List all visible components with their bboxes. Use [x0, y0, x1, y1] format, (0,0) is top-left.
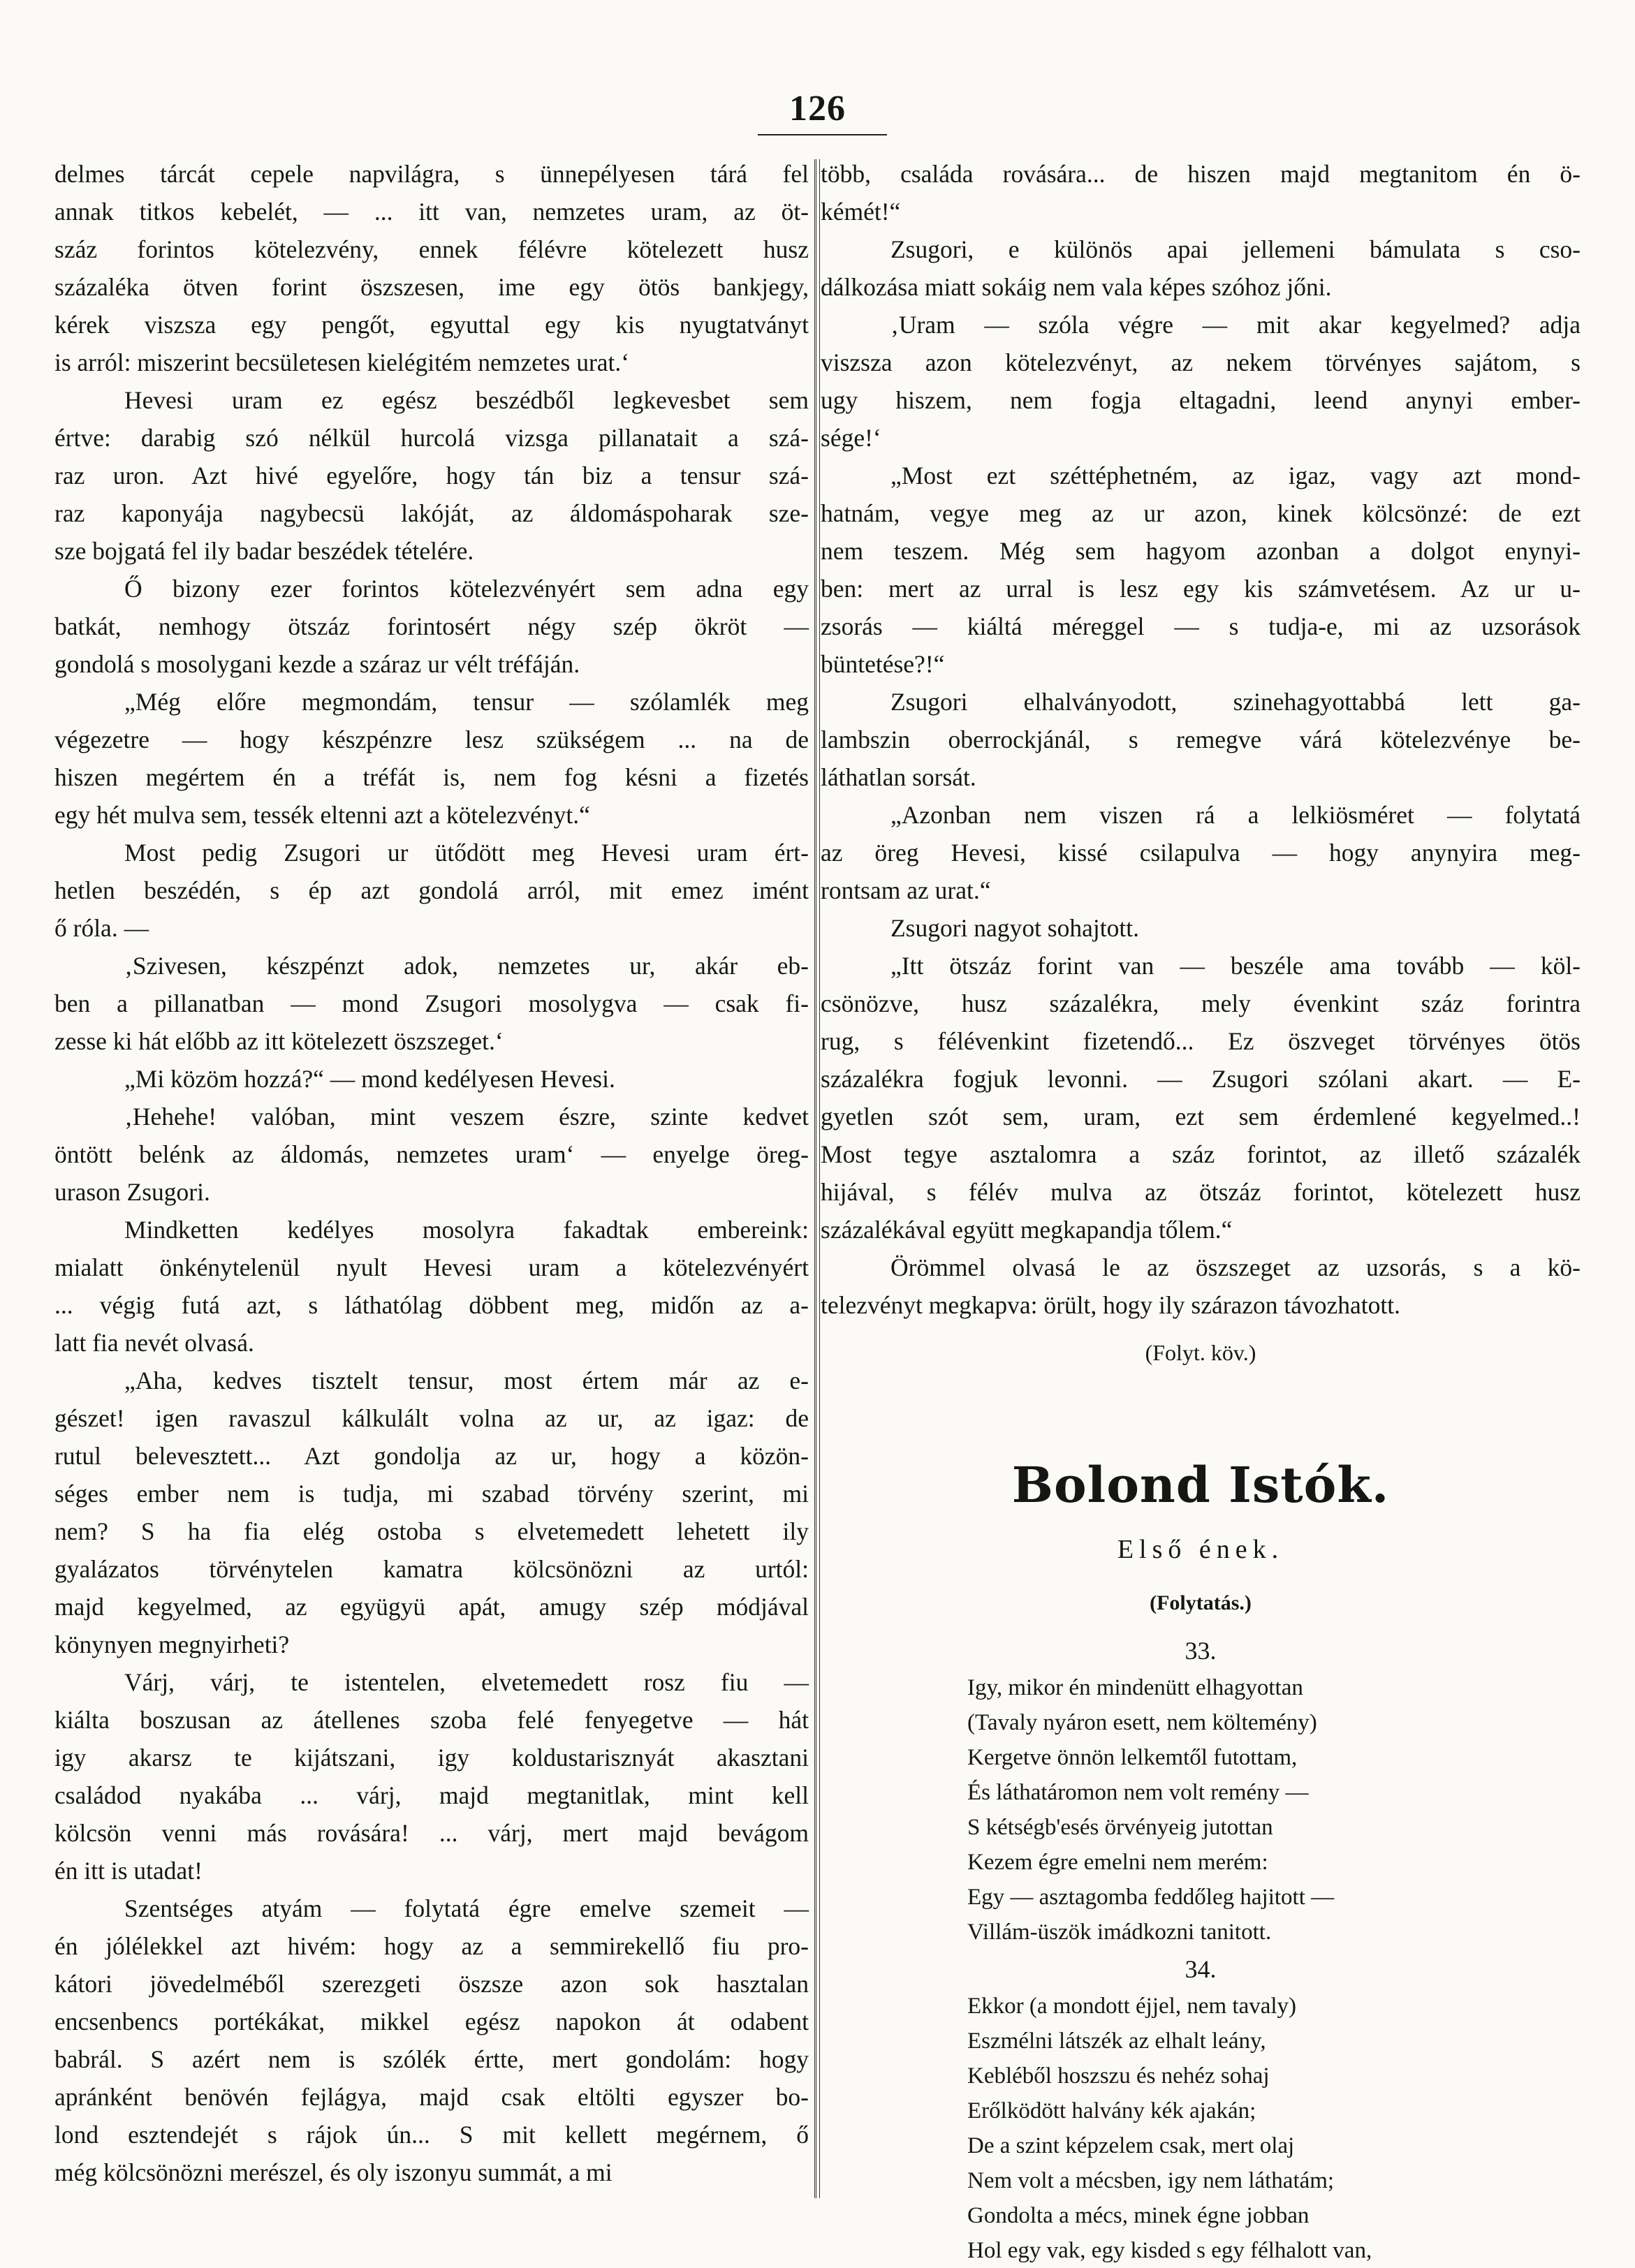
text-line: gondolá s mosolygani kezde a száraz ur vélt tréfáján. [54, 650, 580, 678]
text-line: értve: darabig szó nélkül hurcolá vizsga pillanatait a szá- [54, 424, 809, 452]
text-line: hiszen megértem én a tréfát is, nem fog késni a fizetés [54, 763, 809, 791]
text-line: delmes tárcát cepele napvilágra, s ünnepélyesen tárá fel [54, 160, 809, 188]
text-line: ‚Hehehe! valóban, mint veszem észre, szinte kedvet [124, 1103, 809, 1131]
text-line: babrál. S azért nem is szólék értte, mert gondolám: hogy [54, 2045, 809, 2073]
text-line: Most pedig Zsugori ur ütődött meg Hevesi uram ért- [124, 839, 809, 867]
stanza-number: 34. [1185, 1955, 1217, 1983]
text-line: még kölcsönözni merészel, és oly iszonyu summát, a mi [54, 2158, 613, 2186]
text-line: kátori jövedelméből szerezgeti öszsze azon sok hasztalan [54, 1970, 809, 1998]
text-line: viszsza azon kötelezvényt, az nekem törvényes sajátom, s [821, 348, 1581, 376]
verse-line: Kezem égre emelni nem merém: [967, 1850, 1268, 1875]
text-line: ő róla. — [54, 914, 149, 942]
paragraph [54, 1211, 809, 1362]
paragraph [54, 834, 809, 947]
paragraph [821, 230, 1581, 306]
verse-line: Villám-üszök imádkozni tanitott. [967, 1920, 1272, 1945]
verse-line: Igy, mikor én mindenütt elhagyottan [967, 1675, 1303, 1700]
text-line: nem teszem. Még sem hagyom azonban a dolgot enynyi- [821, 537, 1581, 565]
continued-note: (Folyt. köv.) [1145, 1340, 1256, 1365]
verse-line: Gondolta a mécs, minek égne jobban [967, 2203, 1310, 2228]
text-line: csönözve, husz százalékra, mely évenkint száz forintra [821, 989, 1581, 1017]
text-line: ben a pillanatban — mond Zsugori mosolygva — csak fi- [54, 989, 809, 1017]
left-column [54, 155, 809, 2191]
verse-line: S kétségb'esés örvényeig jutottan [967, 1815, 1273, 1840]
text-line: lond esztendejét s rájok ún... S mit kellett megérnem, ő [54, 2121, 809, 2149]
text-line: rutul belevesztett... Azt gondolja az ur, hogy a közön- [54, 1442, 809, 1470]
text-line: „Most ezt széttéphetném, az igaz, vagy azt mond- [890, 462, 1581, 489]
text-line: Ő bizony ezer forintos kötelezvényért sem adna egy [124, 575, 809, 603]
text-line: ‚Uram — szóla végre — mit akar kegyelmed? adja [890, 311, 1581, 339]
text-line: „Még előre megmondám, tensur — szólamlék meg [124, 688, 809, 716]
text-line: zesse ki hát előbb az itt kötelezett öszszeget.‘ [54, 1027, 504, 1055]
text-line: „Mi közöm hozzá?“ — mond kedélyesen Hevesi. [124, 1065, 615, 1093]
text-line: hetlen beszédén, s ép azt gondolá arról, mit emez imént [54, 876, 809, 904]
verse-line: Ekkor (a mondott éjjel, nem tavaly) [967, 1994, 1297, 2019]
paragraph [821, 909, 1581, 947]
verse-line: Erőlködött halvány kék ajakán; [967, 2098, 1256, 2123]
text-line: gyalázatos törvénytelen kamatra kölcsönözni az urtól: [54, 1555, 809, 1583]
text-line: telezvényt megkapva: örült, hogy ily szárazon távozhatott. [821, 1291, 1401, 1319]
text-line: én jólélekkel azt hivém: hogy az a semmirekellő fiu pro- [54, 1932, 809, 1960]
text-line: rontsam az urat.“ [821, 876, 991, 904]
paragraph [54, 1663, 809, 1890]
text-line: lambszin oberrockjánál, s remegve várá kötelezvénye be- [821, 726, 1581, 753]
paragraph [54, 1362, 809, 1663]
text-line: ben: mert az urral is lesz egy kis számvetésem. Az ur u- [821, 575, 1581, 603]
text-line: Szentséges atyám — folytatá égre emelve szemeit — [124, 1894, 809, 1922]
page-number: 126 [789, 89, 846, 128]
text-line: urason Zsugori. [54, 1178, 210, 1206]
text-line: ugy hiszem, nem fogja eltagadni, leend anynyi ember- [821, 386, 1581, 414]
paragraph [54, 947, 809, 1060]
poem-title: Bolond Istók. [1011, 1456, 1390, 1514]
paragraph [54, 570, 809, 683]
text-line: öntött belénk az áldomás, nemzetes uram‘ — enyelge öreg- [54, 1140, 809, 1168]
poem-subtitle: Első ének. [1117, 1535, 1284, 1564]
text-line: igy akarsz te kijátszani, igy koldustarisznyát akasztani [54, 1744, 809, 1772]
paragraph [821, 796, 1581, 909]
text-line: én itt is utadat! [54, 1857, 203, 1885]
text-line: Várj, várj, te istentelen, elvetemedett rosz fiu — [124, 1668, 809, 1696]
text-line: Most tegye asztalomra a száz forintot, az illető százalék [821, 1140, 1581, 1168]
text-line: sége!‘ [821, 424, 881, 452]
text-line: is arról: miszerint becsületesen kielégitém nemzetes urat.‘ [54, 348, 630, 376]
verse-line: Eszmélni látszék az elhalt leány, [967, 2028, 1266, 2054]
stanza [821, 1670, 1581, 1950]
text-line: ... végig futá azt, s láthatólag döbbent meg, midőn az a- [54, 1291, 809, 1319]
text-line: annak titkos kebelét, — ... itt van, nemzetes uram, az öt- [54, 198, 809, 226]
text-line: büntetése?!“ [821, 650, 945, 678]
text-line: raz uron. Azt hivé egyelőre, hogy tán biz a tensur szá- [54, 462, 809, 489]
verse-line: És láthatáromon nem volt remény — [967, 1780, 1309, 1805]
text-line: „Azonban nem viszen rá a lelkiösméret — folytatá [890, 801, 1581, 829]
text-line: „Itt ötszáz forint van — beszéle ama tovább — köl- [890, 952, 1581, 980]
text-line: encsenbencs portékákat, mikkel egész napokon át odabent [54, 2008, 809, 2035]
verse-line: Kergetve önnön lelkemtől futottam, [967, 1745, 1298, 1770]
text-line: séges ember nem is tudja, mi szabad törvény szerint, mi [54, 1480, 809, 1508]
text-line: hijával, s félév mulva az ötszáz forintot, kötelezett husz [821, 1178, 1581, 1206]
verse-line: Kebléből hoszszu és nehéz sohaj [967, 2063, 1270, 2089]
text-line: apránként benövén fejlágya, majd csak eltölti egyszer bo- [54, 2083, 809, 2111]
text-line: majd kegyelmed, az együgyü apát, amugy szép módjával [54, 1593, 809, 1621]
text-line: láthatlan sorsát. [821, 763, 976, 791]
text-line: Örömmel olvasá le az öszszeget az uzsorás, s a kö- [890, 1253, 1581, 1281]
text-line: dálkozása miatt sokáig nem vala képes szóhoz jőni. [821, 273, 1332, 301]
paragraph [54, 155, 809, 381]
text-line: gyetlen szót sem, uram, ezt sem érdemlené kegyelmed..! [821, 1103, 1581, 1131]
text-line: kérek viszsza egy pengőt, egyuttal egy kis nyugtatványt [54, 311, 809, 339]
paragraph [821, 683, 1581, 796]
paragraph [54, 1890, 809, 2191]
poem-stanzas [821, 1631, 1581, 2268]
text-line: Zsugori elhalványodott, szinehagyottabbá lett ga- [890, 688, 1581, 716]
verse-line: Hol egy vak, egy kisded s egy félhalott van, [967, 2238, 1372, 2263]
text-line: raz kaponyája nagybecsü lakóját, az áldomáspoharak sze- [54, 499, 809, 527]
text-line: sze bojgatá fel ily badar beszédek tételére. [54, 537, 474, 565]
text-line: végezetre — hogy készpénzre lesz szükségem ... na de [54, 726, 809, 753]
text-line: Hevesi uram ez egész beszédből legkevesbet sem [124, 386, 809, 414]
verse-line: Nem volt a mécsben, igy nem láthatám; [967, 2168, 1335, 2193]
paragraph [821, 457, 1581, 683]
paragraph [821, 306, 1581, 457]
text-line: ‚Szivesen, készpénzt adok, nemzetes ur, akár eb- [124, 952, 809, 980]
text-line: családod nyakába ... várj, majd megtanitlak, mint kell [54, 1781, 809, 1809]
paragraph [54, 1098, 809, 1211]
verse-line: (Tavaly nyáron esett, nem költemény) [967, 1710, 1317, 1735]
right-column-prose [821, 155, 1581, 1324]
text-line: az öreg Hevesi, kissé csilapulva — hogy anynyira meg- [821, 839, 1581, 867]
paragraph [54, 381, 809, 570]
right-column [821, 155, 1581, 2268]
text-line: több, családa rovására... de hiszen majd megtanitom én ö- [821, 160, 1581, 188]
text-line: mialatt önkénytelenül nyult Hevesi uram a kötelezvényért [54, 1253, 809, 1281]
paragraph [821, 155, 1581, 230]
stanza [821, 1989, 1581, 2268]
text-line: Zsugori, e különös apai jellemeni bámulata s cso- [890, 235, 1581, 263]
text-line: rug, s félévenkint fizetendő... Ez öszveget törvényes ötös [821, 1027, 1581, 1055]
text-line: kémét!“ [821, 198, 901, 226]
text-line: száz forintos kötelezvény, ennek félévre kötelezett husz [54, 235, 809, 263]
paragraph [54, 683, 809, 834]
text-line: gészet! igen ravaszul kálkulált volna az ur, az igaz: de [54, 1404, 809, 1432]
text-line: kiálta boszusan az átellenes szoba felé fenyegetve — hát [54, 1706, 809, 1734]
verse-line: De a szint képzelem csak, mert olaj [967, 2133, 1295, 2158]
text-line: batkát, nemhogy ötszáz forintosért négy szép ökröt — [54, 612, 809, 640]
text-line: egy hét mulva sem, tessék eltenni azt a kötelezvényt.“ [54, 801, 590, 829]
text-line: hatnám, vegye meg az ur azon, kinek kölcsönzé: de ezt [821, 499, 1581, 527]
paragraph [821, 1249, 1581, 1324]
page-number-rule [758, 134, 887, 135]
paragraph [821, 947, 1581, 1249]
verse-line: Egy — asztagomba feddőleg hajitott — [967, 1885, 1335, 1910]
column-divider [814, 159, 820, 2198]
text-line: latt fia nevét olvasá. [54, 1329, 254, 1357]
text-line: százaléka ötven forint öszszesen, ime egy ötös bankjegy, [54, 273, 809, 301]
stanza-number: 33. [1185, 1637, 1217, 1665]
text-line: Zsugori nagyot sohajtott. [890, 914, 1139, 942]
text-line: kölcsön venni más rovására! ... várj, mert majd bevágom [54, 1819, 809, 1847]
text-line: nem? S ha fia elég ostoba s elvetemedett lehetett ily [54, 1517, 809, 1545]
text-line: „Aha, kedves tisztelt tensur, most értem már az e- [124, 1367, 809, 1394]
poem-continuation: (Folytatás.) [1150, 1591, 1252, 1614]
paragraph [54, 1060, 809, 1098]
text-line: Mindketten kedélyes mosolyra fakadtak embereink: [124, 1216, 809, 1244]
text-line: könynyen megnyirheti? [54, 1630, 290, 1658]
text-line: százalékra fogjuk levonni. — Zsugori szólani akart. — E- [821, 1065, 1581, 1093]
text-line: százalékával együtt megkapandja tőlem.“ [821, 1216, 1233, 1244]
text-line: zsorás — kiáltá méreggel — s tudja-e, mi az uzsorások [821, 612, 1581, 640]
